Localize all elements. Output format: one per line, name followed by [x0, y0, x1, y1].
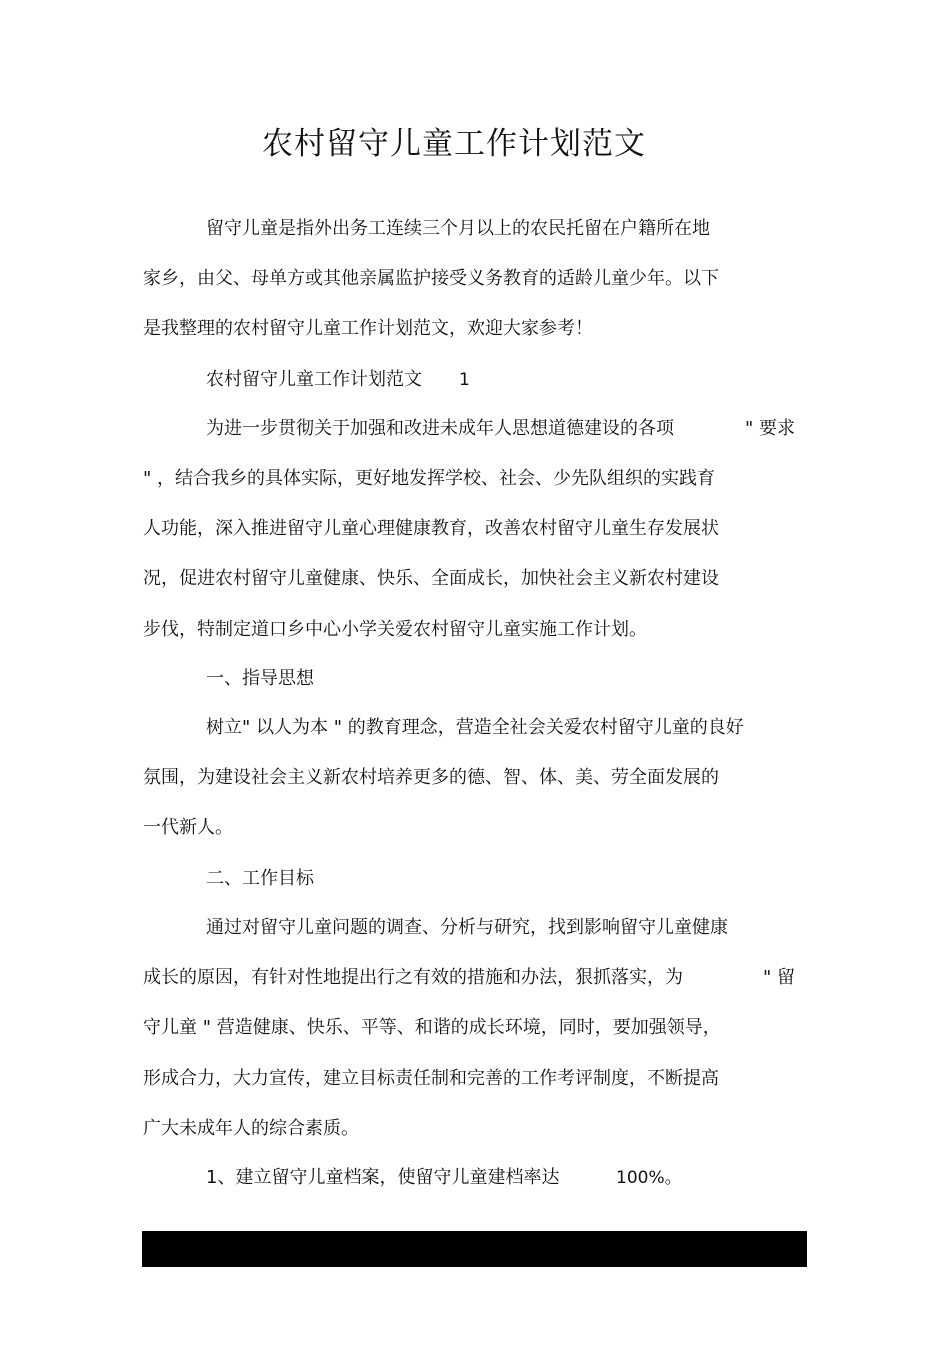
para3-line-2: 成长的原因，有针对性地提出行之有效的措施和办法，狠抓落实，为: [143, 967, 683, 988]
intro-line-1: 留守儿童是指外出务工连续三个月以上的农民托留在户籍所在地: [206, 218, 710, 239]
para1-line-5: 步伐，特制定道口乡中心小学关爱农村留守儿童实施工作计划。: [143, 619, 647, 640]
para1-line-1-tail: " 要求: [745, 418, 796, 439]
para1-line-3: 人功能，深入推进留守儿童心理健康教育，改善农村留守儿童生存发展状: [143, 518, 719, 539]
para1-line-1: 为进一步贯彻关于加强和改进未成年人思想道德建设的各项: [206, 418, 674, 439]
intro-line-3: 是我整理的农村留守儿童工作计划范文，欢迎大家参考！: [143, 318, 593, 339]
item1-text: 1、建立留守儿童档案，使留守儿童建档率达: [206, 1167, 560, 1188]
intro-line-2: 家乡，由父、母单方或其他亲属监护接受义务教育的适龄儿童少年。以下: [143, 268, 719, 289]
para3-line-4: 形成合力，大力宣传，建立目标责任制和完善的工作考评制度，不断提高: [143, 1068, 719, 1089]
heading-work-goals: 二、工作目标: [206, 868, 314, 889]
para3-line-3: 守儿童 " 营造健康、快乐、平等、和谐的成长环境，同时，要加强领导，: [143, 1017, 721, 1038]
section-number: 1: [459, 370, 470, 390]
para3-line-1: 通过对留守儿童问题的调查、分析与研究，找到影响留守儿童健康: [206, 917, 728, 938]
para2-line-1: 树立" 以人为本 " 的教育理念，营造全社会关爱农村留守儿童的良好: [206, 717, 744, 738]
para1-line-2: " ，结合我乡的具体实际，更好地发挥学校、社会、少先队组织的实践育: [143, 468, 715, 489]
para3-line-5: 广大未成年人的综合素质。: [143, 1118, 359, 1139]
para1-line-4: 况，促进农村留守儿童健康、快乐、全面成长，加快社会主义新农村建设: [143, 568, 719, 589]
heading-guiding-thought: 一、指导思想: [206, 668, 314, 689]
black-bar: [142, 1231, 807, 1267]
para3-line-2-tail: " 留: [763, 967, 796, 988]
para2-line-2: 氛围，为建设社会主义新农村培养更多的德、智、体、美、劳全面发展的: [143, 767, 719, 788]
section-heading: 农村留守儿童工作计划范文: [206, 369, 422, 390]
para2-line-3: 一代新人。: [143, 817, 233, 838]
item1-value: 100%。: [616, 1168, 682, 1188]
document-title: 农村留守儿童工作计划范文: [262, 126, 646, 162]
